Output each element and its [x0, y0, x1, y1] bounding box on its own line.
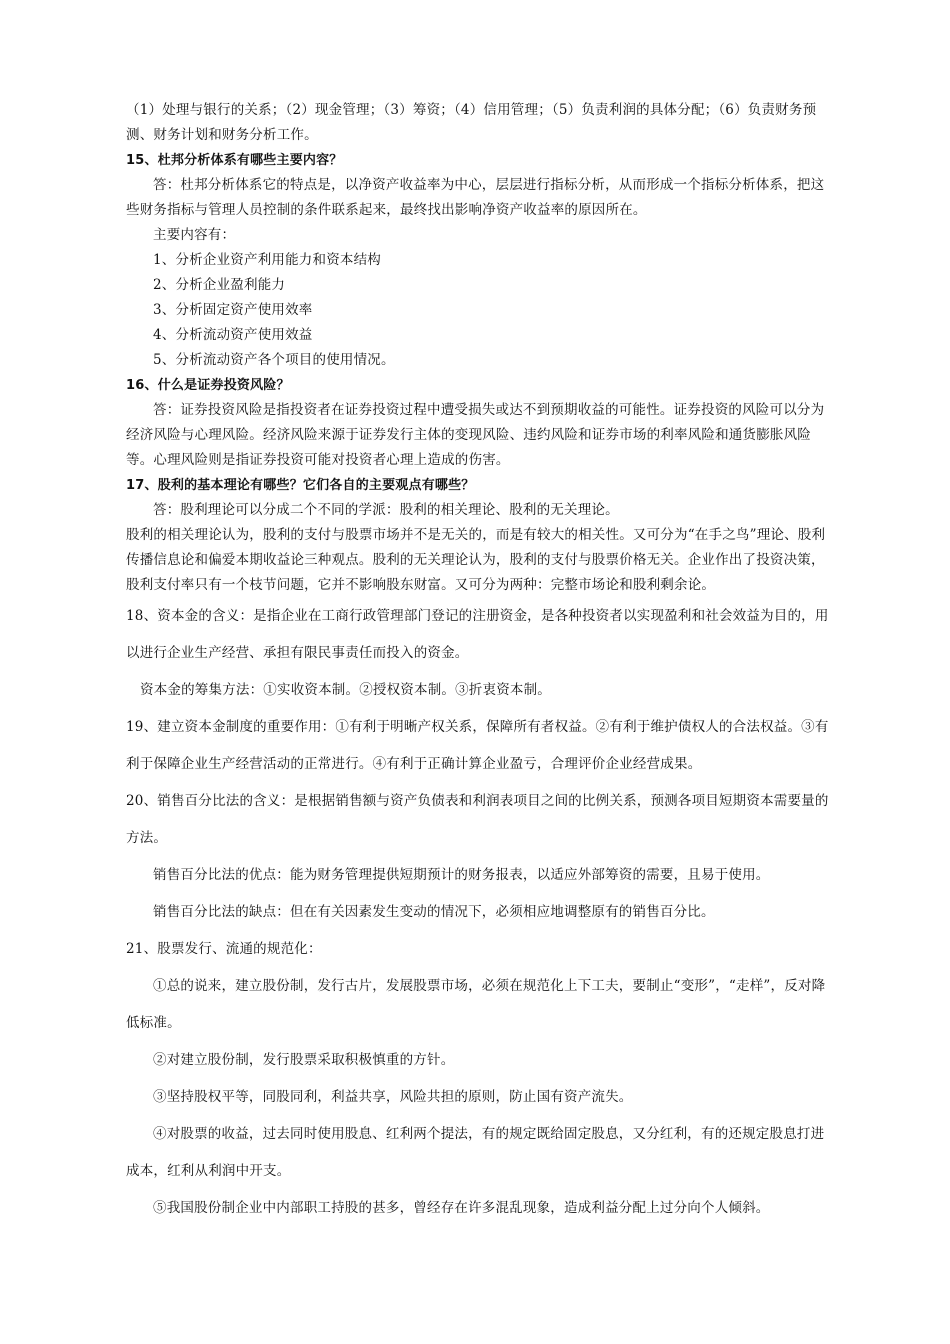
list-item: 4、分析流动资产使用效益: [153, 327, 313, 343]
answer-17-intro: 答：股利理论可以分成二个不同的学派：股利的相关理论、股利的无关理论。: [153, 502, 619, 518]
paragraph-18: 18、资本金的含义：是指企业在工商行政管理部门登记的注册资金，是各种投资者以实现盈利和社会效益为目的，用以进行企业生产经营、承担有限民事责任而投入的资金。: [126, 608, 829, 661]
document-page: [126, 98, 831, 1227]
answer-15: 答：杜邦分析体系它的特点是，以净资产收益率为中心，层层进行指标分析，从而形成一个指标分析体系，把这些财务指标与管理人员控制的条件联系起来，最终找出影响净资产收益率的原因所在。: [126, 177, 825, 218]
answer-16: 答：证券投资风险是指投资者在证券投资过程中遭受损失或达不到预期收益的可能性。证券投资的风险可以分为经济风险与心理风险。经济风险来源于证券发行主体的变现风险、违约风险和证券市场的利率风险和通货膨胀风险等。心理风险则是指证券投资可能对投资者心理上造成的伤害。: [126, 402, 825, 468]
paragraph-21-item-3: ③坚持股权平等，同股同利，利益共享，风险共担的原则，防止国有资产流失。: [153, 1089, 633, 1105]
paragraph-21-item-1: ①总的说来，建立股份制，发行古片，发展股票市场，必须在规范化上下工夫，要制止“变形”，“走样”，反对降低标准。: [126, 978, 826, 1031]
paragraph-20-disadvantages: 销售百分比法的缺点：但在有关因素发生变动的情况下，必须相应地调整原有的销售百分比。: [153, 904, 715, 920]
paragraph-21-item-2: ②对建立股份制，发行股票采取积极慎重的方针。: [153, 1052, 455, 1068]
paragraph-21-item-4: ④对股票的收益，过去同时使用股息、红利两个提法，有的规定既给固定股息，又分红利，有的还规定股息打进成本，红利从利润中开支。: [126, 1126, 825, 1179]
answer-17-body: 股利的相关理论认为，股利的支付与股票市场并不是无关的，而是有较大的相关性。又可分为“在手之鸟”理论、股利传播信息论和偏爱本期收益论三种观点。股利的无关理论认为，股利的支付与股票价格无关。企业作出了投资决策，股利支付率只有一个枝节问题，它并不影响股东财富。又可分为两种：完整市场论和股利剩余论。: [126, 527, 826, 593]
paragraph-21-title: 21、股票发行、流通的规范化：: [126, 941, 322, 957]
paragraph-duties: （1）处理与银行的关系；（2）现金管理；（3）筹资；（4）信用管理；（5）负责利润的具体分配；（6）负责财务预测、财务计划和财务分析工作。: [126, 102, 817, 143]
list-item: 1、分析企业资产利用能力和资本结构: [153, 252, 381, 268]
paragraph-20-advantages: 销售百分比法的优点：能为财务管理提供短期预计的财务报表，以适应外部筹资的需要，且易于使用。: [153, 867, 770, 883]
paragraph-19: 19、建立资本金制度的重要作用：①有利于明晰产权关系，保障所有者权益。②有利于维护债权人的合法权益。③有利于保障企业生产经营活动的正常进行。④有利于正确计算企业盈亏，合理评价企业经营成果。: [126, 719, 829, 772]
list-item: 2、分析企业盈利能力: [153, 277, 286, 293]
list-item: 5、分析流动资产各个项目的使用情况。: [153, 352, 395, 368]
question-16: 16、什么是证券投资风险？: [126, 378, 290, 393]
question-15: 15、杜邦分析体系有哪些主要内容？: [126, 153, 343, 168]
paragraph-20: 20、销售百分比法的含义：是根据销售额与资产负债表和利润表项目之间的比例关系，预测各项目短期资本需要量的方法。: [126, 793, 829, 846]
question-17: 17、股利的基本理论有哪些？它们各自的主要观点有哪些？: [126, 478, 475, 493]
paragraph-18-methods: 资本金的筹集方法：①实收资本制。②授权资本制。③折衷资本制。: [140, 682, 551, 698]
list-item: 3、分析固定资产使用效率: [153, 302, 313, 318]
paragraph-21-item-5: ⑤我国股份制企业中内部职工持股的甚多，曾经存在许多混乱现象，造成利益分配上过分向个人倾斜。: [153, 1200, 770, 1216]
answer-15-main: 主要内容有：: [153, 227, 236, 243]
